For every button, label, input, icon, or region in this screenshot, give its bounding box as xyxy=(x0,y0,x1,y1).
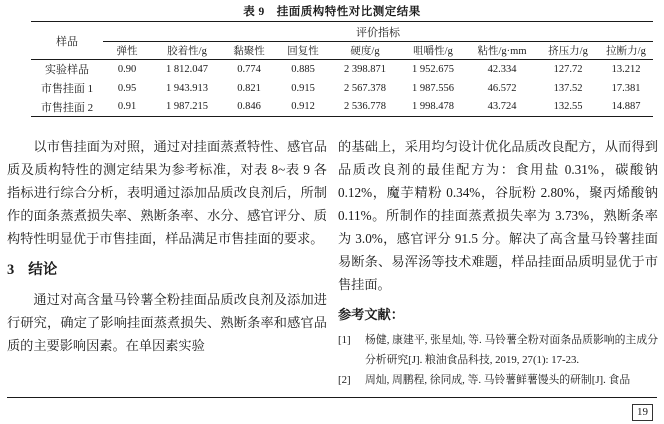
column-header: 拉断力/g xyxy=(599,42,653,60)
references-heading: 参考文献： xyxy=(338,307,404,322)
column-header: 弹性 xyxy=(103,42,151,60)
table-cell: 42.334 xyxy=(487,63,517,75)
column-header: 咀嚼性/g xyxy=(399,42,467,60)
table-subheader-row xyxy=(31,42,653,60)
table-cell: 2 567.378 xyxy=(344,82,386,94)
body-paragraph: 以市售挂面为对照，通过对挂面蒸煮特性、感官品质及质构特性的测定结果为参考标准，对表 8~表 9 各指标进行综合分析，表明通过添加品质改良剂后，所制作的面条蒸煮损失率、熟断条率、水分、感官评分、质构特性明显优于市售挂面，样品满足市售挂面的要求。 xyxy=(7,139,327,246)
table-cell: 46.572 xyxy=(487,82,517,94)
section-heading-conclusion xyxy=(7,259,327,282)
texture-table xyxy=(31,21,653,117)
table-cell: 0.885 xyxy=(291,63,315,75)
table-group-header-row xyxy=(31,22,653,42)
table-cell: 1 987.556 xyxy=(412,82,454,94)
body-paragraph: 的基础上，采用均匀设计优化品质改良配方，从而得到品质改良剂的最佳配方为：食用盐 0.31%，碳酸钠 0.12%，魔芋精粉 0.34%，谷朊粉 2.80%，聚丙烯酸钠 0.11%。所制作的挂面蒸煮损失率为 3.73%，熟断条率为 3.0%，感官评分 91.5 分。解决了高含量马铃薯挂面易断条、易浑汤等技术难题，样品挂面品质明显优于市售挂面。 xyxy=(338,139,658,292)
table-cell: 1 987.215 xyxy=(151,98,223,117)
reference-text: 杨健, 康建平, 张星灿, 等. 马铃薯全粉对面条品质影响的主成分分析研究[J]. 粮油食品科技, 2019, 27(1): 17-23. xyxy=(365,334,658,366)
table-cell: 1 998.478 xyxy=(399,98,467,117)
table-row-label: 市售挂面 1 xyxy=(40,83,94,95)
column-header: 回复性 xyxy=(275,42,331,60)
column-header: 胶着性/g xyxy=(151,42,223,60)
section-title: 结论 xyxy=(28,262,58,278)
table-cell: 43.724 xyxy=(467,98,537,117)
page-number: 19 xyxy=(632,404,653,421)
table-cell: 14.887 xyxy=(599,98,653,117)
column-header: 硬度/g xyxy=(331,42,399,60)
right-text-column xyxy=(338,135,658,390)
table-cell: 0.774 xyxy=(237,63,261,75)
table-row xyxy=(31,79,653,98)
reference-item xyxy=(338,370,658,390)
sample-column-header: 样品 xyxy=(31,22,103,60)
section-number: 3 xyxy=(7,262,15,278)
table-cell: 0.912 xyxy=(275,98,331,117)
column-header: 挤压力/g xyxy=(537,42,599,60)
table-title: 表 9 挂面质构特性对比测定结果 xyxy=(243,6,421,18)
table-cell: 17.381 xyxy=(611,82,641,94)
table-cell: 0.846 xyxy=(223,98,275,117)
table-cell: 0.91 xyxy=(103,98,151,117)
table-row xyxy=(31,60,653,79)
table-cell: 0.821 xyxy=(237,82,261,94)
table-row xyxy=(31,98,653,117)
table-cell: 127.72 xyxy=(553,63,583,75)
table-row-label: 实验样品 xyxy=(45,64,89,77)
table-cell: 1 812.047 xyxy=(166,63,208,75)
table-cell: 132.55 xyxy=(537,98,599,117)
table-cell: 13.212 xyxy=(611,63,641,75)
reference-item xyxy=(338,330,658,370)
body-paragraph: 通过对高含量马铃薯全粉挂面品质改良剂及添加进行研究，确定了影响挂面蒸煮损失、熟断条率和感官品质的主要影响因素。在单因素实验 xyxy=(7,292,327,353)
reference-index: [1] xyxy=(338,334,351,346)
left-text-column xyxy=(7,135,327,357)
group-column-header: 评价指标 xyxy=(103,22,653,42)
reference-text: 周灿, 周鹏程, 徐同成, 等. 马铃薯鲜薯馒头的研制[J]. 食品 xyxy=(365,374,631,386)
table-row-label: 市售挂面 2 xyxy=(31,98,103,117)
table-cell: 0.95 xyxy=(117,82,137,94)
table-cell: 137.52 xyxy=(553,82,583,94)
table-cell: 2 536.778 xyxy=(331,98,399,117)
reference-index: [2] xyxy=(338,374,351,386)
column-header: 粘性/g·mm xyxy=(467,42,537,60)
table-cell: 0.90 xyxy=(117,63,137,75)
table-cell: 2 398.871 xyxy=(344,63,386,75)
footer-divider xyxy=(7,397,657,398)
column-header: 黏聚性 xyxy=(223,42,275,60)
table-cell: 1 952.675 xyxy=(412,63,454,75)
table-cell: 0.915 xyxy=(291,82,315,94)
table-cell: 1 943.913 xyxy=(166,82,208,94)
references-list xyxy=(338,330,658,390)
